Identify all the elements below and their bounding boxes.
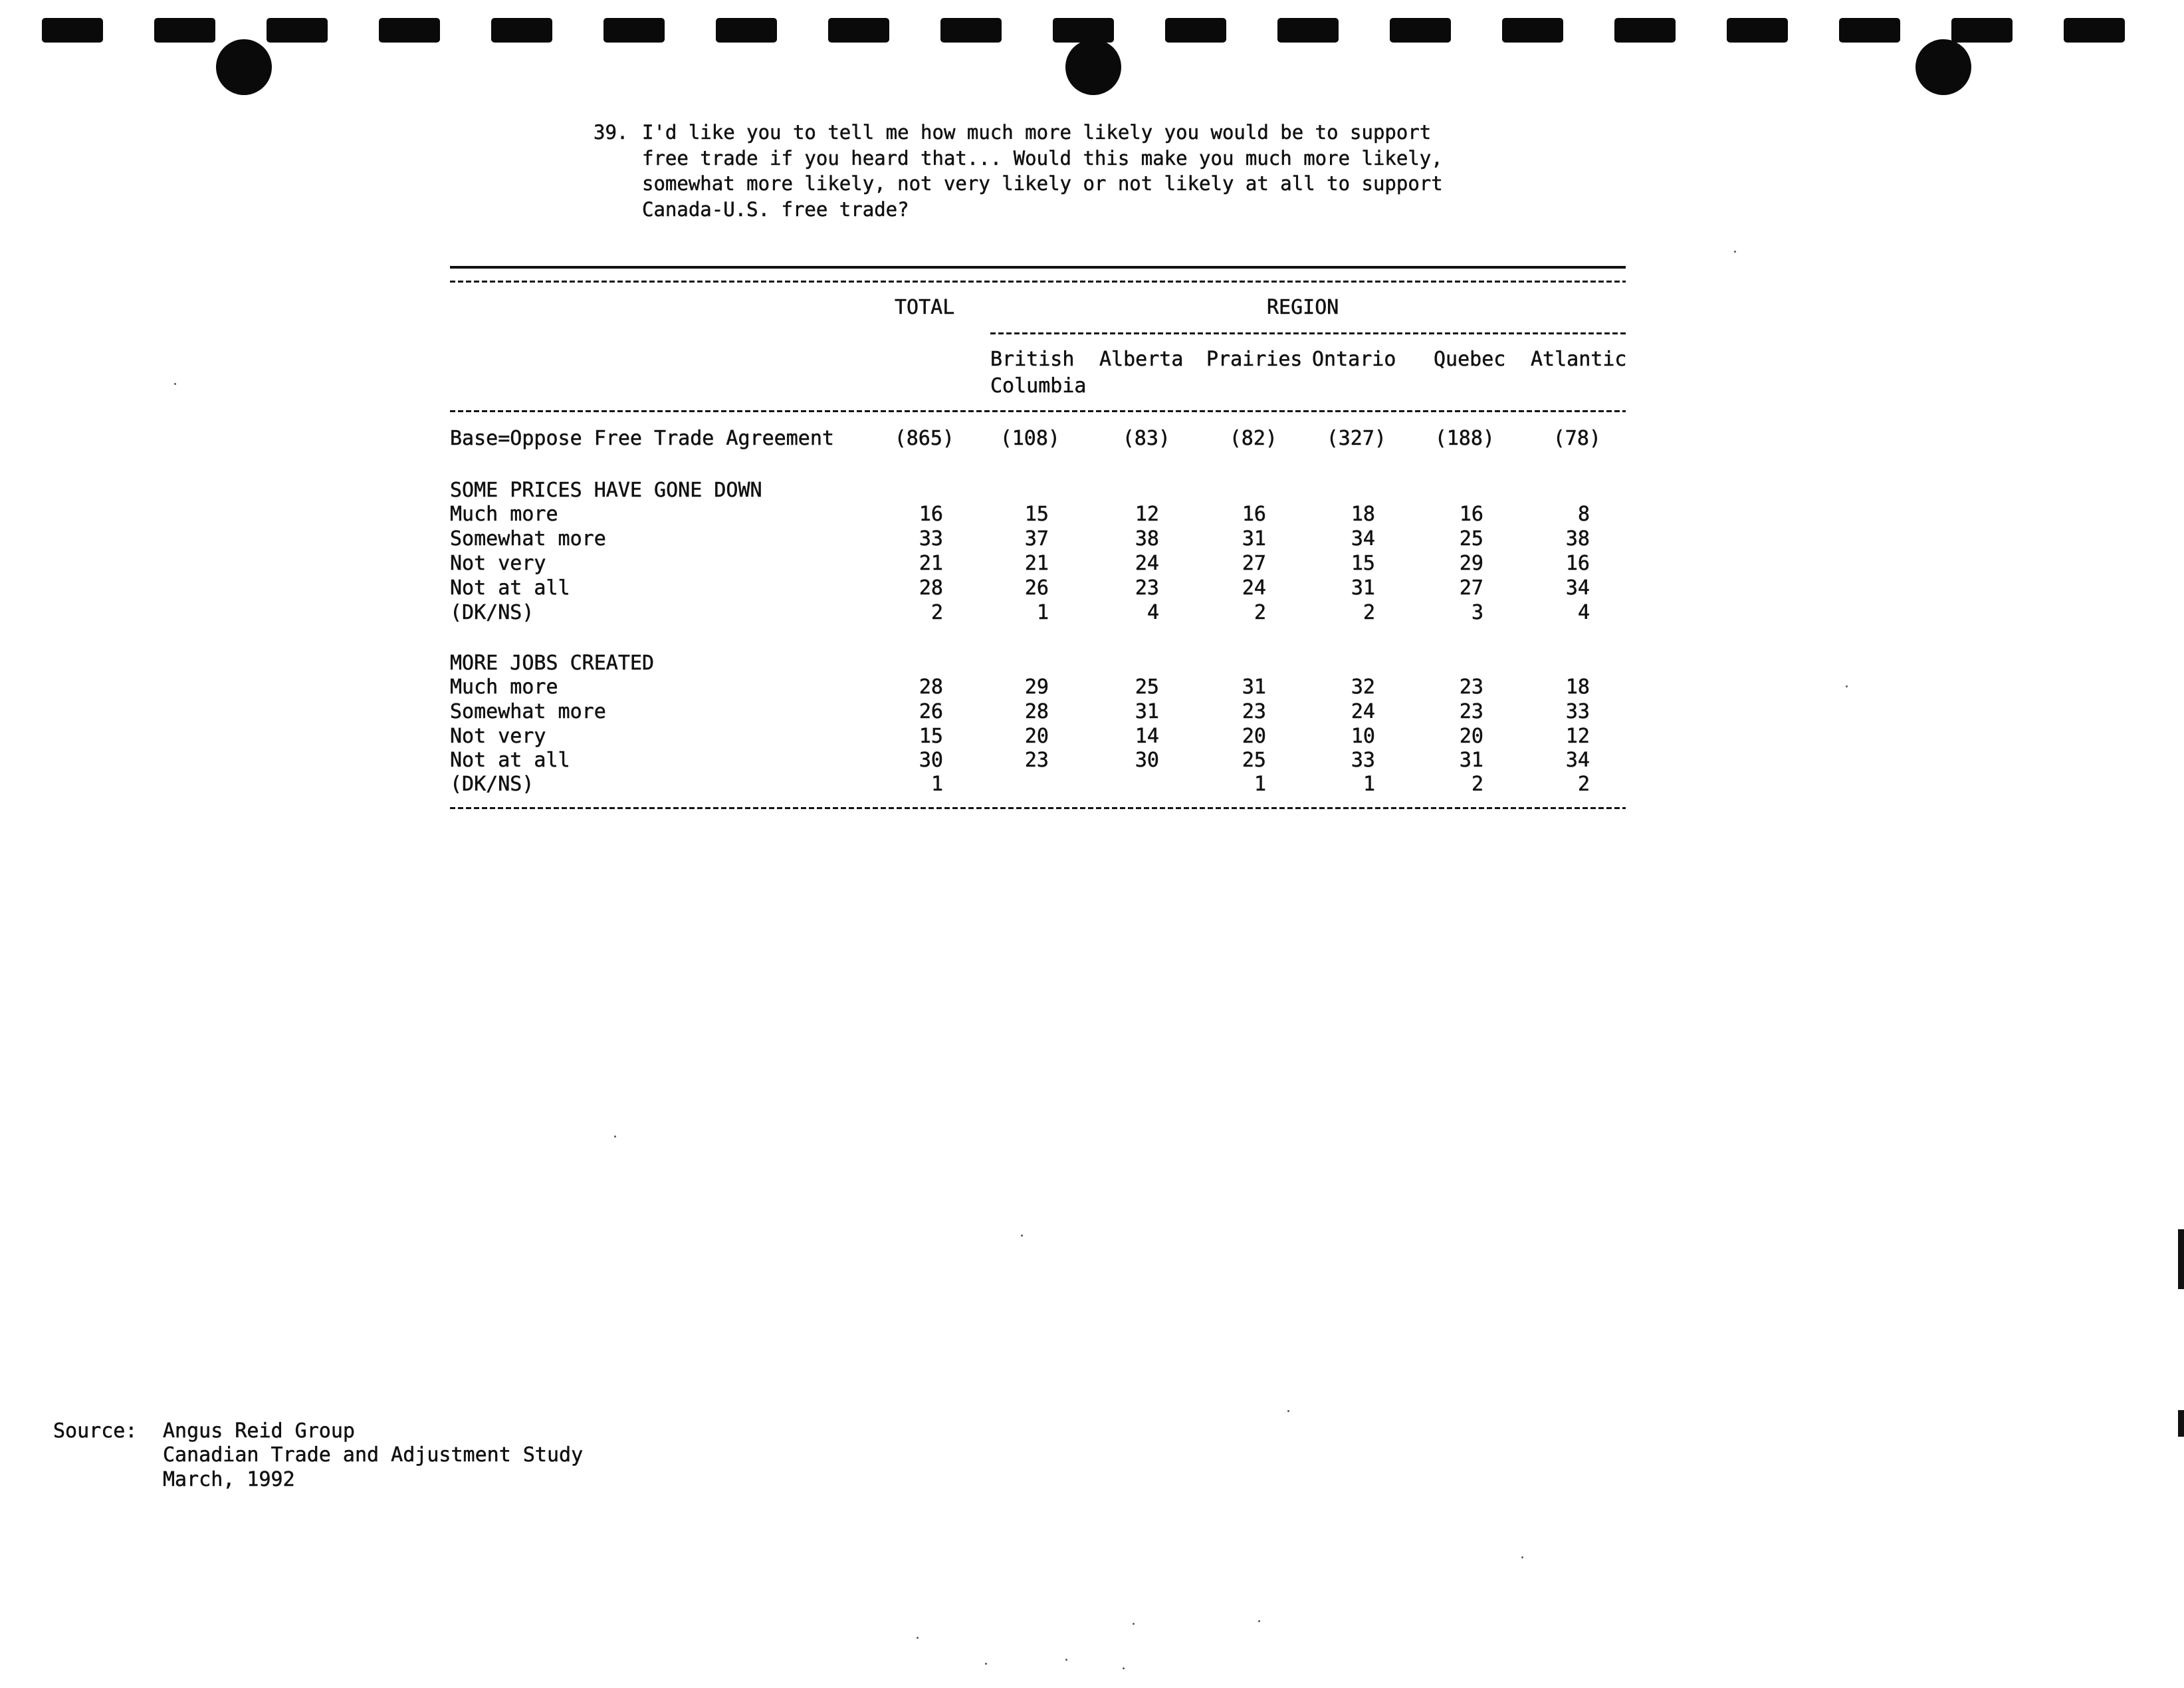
- perforation-dash: [42, 18, 103, 43]
- scan-speck: [985, 1663, 987, 1665]
- scan-speck: [1734, 251, 1736, 253]
- cell-total: 1: [930, 773, 943, 796]
- perforation-dash: [1727, 18, 1788, 43]
- scan-speck: [1521, 1556, 1523, 1558]
- cell-quebec: 29: [1459, 552, 1483, 575]
- perforation-dash: [1951, 18, 2013, 43]
- cell-prairies: 1: [1254, 773, 1266, 796]
- source-line: Angus Reid Group: [163, 1419, 355, 1443]
- scan-edge-mark: [2178, 1410, 2184, 1437]
- perforation-dash: [491, 18, 552, 43]
- column-header-quebec: Quebec: [1434, 348, 1506, 371]
- cell-total: 16: [919, 503, 943, 526]
- scan-speck: [1846, 685, 1848, 687]
- cell-atlantic: 2: [1577, 773, 1590, 796]
- cell-ontario: 15: [1351, 552, 1375, 575]
- table-row: [0, 675, 2184, 699]
- cell-british-columbia: 29: [1024, 675, 1049, 699]
- cell-quebec: 16: [1459, 503, 1483, 526]
- total-header: TOTAL: [895, 296, 955, 319]
- cell-ontario: 24: [1351, 700, 1375, 723]
- row-label: Somewhat more: [450, 527, 606, 550]
- scan-speck: [1021, 1235, 1023, 1237]
- scan-edge-mark: [2178, 1229, 2184, 1289]
- punch-hole: [1915, 39, 1971, 95]
- scan-speck: [614, 1136, 616, 1138]
- region-header: REGION: [1267, 296, 1339, 319]
- row-label: Much more: [450, 675, 558, 699]
- cell-ontario: 2: [1363, 601, 1375, 624]
- cell-ontario: 10: [1351, 725, 1375, 748]
- cell-alberta: 4: [1147, 601, 1159, 624]
- cell-prairies: 20: [1242, 725, 1266, 748]
- cell-british-columbia: 1: [1036, 601, 1049, 624]
- column-header-british-columbia-line2: Columbia: [990, 374, 1087, 398]
- cell-atlantic: 8: [1577, 503, 1590, 526]
- perforation-dash: [1165, 18, 1226, 43]
- perforation-dash: [267, 18, 328, 43]
- cell-prairies: 31: [1242, 675, 1266, 699]
- perforation-dash: [1614, 18, 1676, 43]
- source-line: March, 1992: [163, 1468, 295, 1491]
- header-dashed-rule: [450, 410, 1626, 412]
- cell-alberta: (83): [1122, 427, 1170, 450]
- cell-quebec: 27: [1459, 576, 1483, 600]
- cell-total: 2: [930, 601, 943, 624]
- cell-alberta: 31: [1135, 700, 1159, 723]
- cell-british-columbia: 20: [1024, 725, 1049, 748]
- table-row: [0, 773, 2184, 796]
- column-header-british-columbia: British: [990, 348, 1075, 371]
- cell-total: 28: [919, 576, 943, 600]
- row-label: Not very: [450, 552, 546, 575]
- perforation-dash: [1839, 18, 1900, 43]
- cell-quebec: 3: [1471, 601, 1483, 624]
- question-line: I'd like you to tell me how much more likely you would be to support: [642, 121, 1432, 144]
- perforation-dash: [1053, 18, 1114, 43]
- scan-speck: [1065, 1659, 1067, 1661]
- cell-alberta: 12: [1135, 503, 1159, 526]
- cell-prairies: 16: [1242, 503, 1266, 526]
- table-row: [0, 700, 2184, 724]
- cell-british-columbia: 28: [1024, 700, 1049, 723]
- cell-atlantic: 38: [1565, 527, 1590, 550]
- cell-quebec: 2: [1471, 773, 1483, 796]
- row-label: (DK/NS): [450, 601, 534, 624]
- cell-atlantic: 12: [1565, 725, 1590, 748]
- cell-alberta: 25: [1135, 675, 1159, 699]
- cell-prairies: 27: [1242, 552, 1266, 575]
- cell-alberta: 24: [1135, 552, 1159, 575]
- cell-atlantic: 34: [1565, 749, 1590, 772]
- cell-atlantic: 34: [1565, 576, 1590, 600]
- cell-prairies: 23: [1242, 700, 1266, 723]
- cell-prairies: 24: [1242, 576, 1266, 600]
- punch-hole: [1065, 39, 1121, 95]
- cell-british-columbia: 21: [1024, 552, 1049, 575]
- table-row: [0, 503, 2184, 527]
- cell-quebec: 23: [1459, 675, 1483, 699]
- table-dashed-rule: [450, 281, 1626, 283]
- perforation-dash: [2064, 18, 2125, 43]
- cell-quebec: 23: [1459, 700, 1483, 723]
- cell-ontario: 18: [1351, 503, 1375, 526]
- column-header-ontario: Ontario: [1312, 348, 1396, 371]
- question-number: 39.: [594, 121, 629, 144]
- cell-prairies: 2: [1254, 601, 1266, 624]
- scan-speck: [174, 383, 176, 385]
- cell-prairies: (82): [1229, 427, 1277, 450]
- perforation-dash: [940, 18, 1002, 43]
- cell-alberta: 30: [1135, 749, 1159, 772]
- cell-total: 30: [919, 749, 943, 772]
- table-row: [0, 749, 2184, 773]
- column-header-prairies: Prairies: [1206, 348, 1303, 371]
- table-row: [0, 576, 2184, 600]
- row-label: Not at all: [450, 576, 570, 600]
- cell-atlantic: 16: [1565, 552, 1590, 575]
- cell-atlantic: (78): [1553, 427, 1601, 450]
- cell-atlantic: 33: [1565, 700, 1590, 723]
- scan-speck: [1123, 1667, 1125, 1669]
- punch-hole: [216, 39, 272, 95]
- row-label: Base=Oppose Free Trade Agreement: [450, 427, 834, 450]
- region-dashed-rule: [990, 332, 1626, 334]
- section-title: MORE JOBS CREATED: [450, 652, 655, 675]
- scan-speck: [917, 1637, 919, 1639]
- perforation-dash: [1502, 18, 1563, 43]
- perforation-dash: [716, 18, 777, 43]
- cell-ontario: 34: [1351, 527, 1375, 550]
- perforation-dash: [1390, 18, 1451, 43]
- scan-speck: [1258, 1620, 1260, 1622]
- perforation-strip: [42, 18, 2125, 43]
- question-line: somewhat more likely, not very likely or not likely at all to support: [642, 172, 1443, 195]
- row-label: Not very: [450, 725, 546, 748]
- cell-quebec: 25: [1459, 527, 1483, 550]
- table-row: [0, 527, 2184, 551]
- cell-british-columbia: 15: [1024, 503, 1049, 526]
- cell-ontario: (327): [1326, 427, 1386, 450]
- cell-atlantic: 4: [1577, 601, 1590, 624]
- table-row: [0, 552, 2184, 576]
- table-row: [0, 725, 2184, 749]
- column-header-alberta: Alberta: [1099, 348, 1184, 371]
- cell-atlantic: 18: [1565, 675, 1590, 699]
- cell-british-columbia: 23: [1024, 749, 1049, 772]
- base-row: [0, 427, 2184, 451]
- perforation-dash: [379, 18, 440, 43]
- cell-alberta: 38: [1135, 527, 1159, 550]
- row-label: (DK/NS): [450, 773, 534, 796]
- cell-prairies: 31: [1242, 527, 1266, 550]
- cell-alberta: 23: [1135, 576, 1159, 600]
- cell-quebec: (188): [1434, 427, 1495, 450]
- row-label: Somewhat more: [450, 700, 606, 723]
- cell-british-columbia: (108): [1000, 427, 1060, 450]
- cell-total: 26: [919, 700, 943, 723]
- cell-total: (865): [894, 427, 954, 450]
- cell-total: 15: [919, 725, 943, 748]
- cell-british-columbia: 37: [1024, 527, 1049, 550]
- question-text: [642, 120, 1443, 222]
- source-line: Canadian Trade and Adjustment Study: [163, 1443, 584, 1467]
- scan-speck: [1287, 1410, 1289, 1412]
- cell-ontario: 31: [1351, 576, 1375, 600]
- table-row: [0, 601, 2184, 625]
- cell-prairies: 25: [1242, 749, 1266, 772]
- cell-total: 21: [919, 552, 943, 575]
- table-bottom-rule: [450, 807, 1626, 809]
- cell-quebec: 31: [1459, 749, 1483, 772]
- question-line: Canada-U.S. free trade?: [642, 197, 909, 221]
- perforation-dash: [828, 18, 889, 43]
- column-header-atlantic: Atlantic: [1531, 348, 1627, 371]
- cell-ontario: 33: [1351, 749, 1375, 772]
- row-label: Not at all: [450, 749, 570, 772]
- cell-total: 33: [919, 527, 943, 550]
- source-label: Source:: [53, 1419, 138, 1443]
- cell-alberta: 14: [1135, 725, 1159, 748]
- cell-ontario: 32: [1351, 675, 1375, 699]
- row-label: Much more: [450, 503, 558, 526]
- scan-speck: [1133, 1623, 1135, 1625]
- cell-ontario: 1: [1363, 773, 1375, 796]
- cell-british-columbia: 26: [1024, 576, 1049, 600]
- section-title: SOME PRICES HAVE GONE DOWN: [450, 479, 762, 502]
- cell-total: 28: [919, 675, 943, 699]
- perforation-dash: [1277, 18, 1339, 43]
- question-line: free trade if you heard that... Would this make you much more likely,: [642, 146, 1443, 170]
- cell-quebec: 20: [1459, 725, 1483, 748]
- table-top-rule: [450, 266, 1626, 269]
- perforation-dash: [154, 18, 215, 43]
- perforation-dash: [603, 18, 665, 43]
